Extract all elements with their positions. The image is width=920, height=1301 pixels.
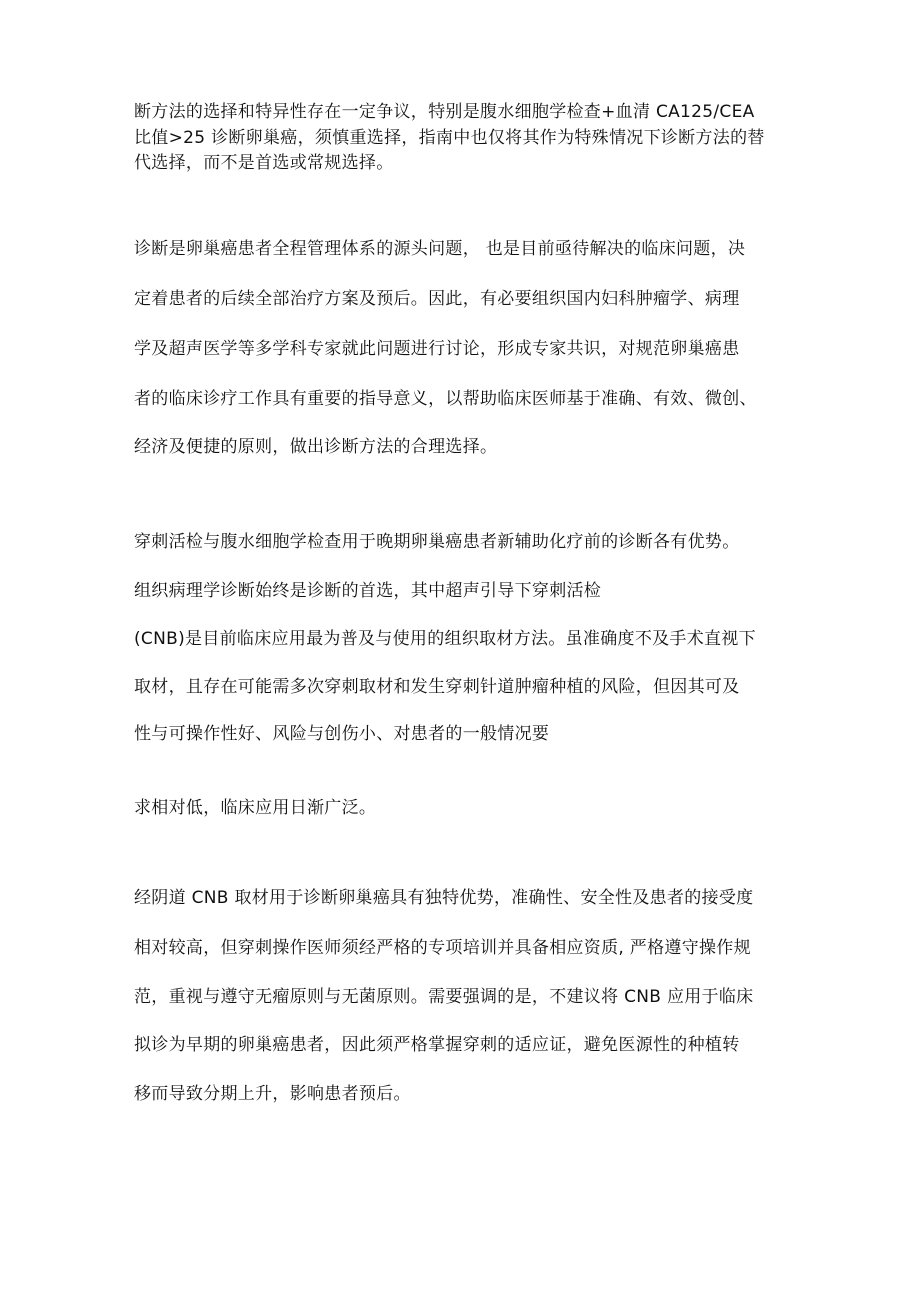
paragraph-line: 经济及便捷的原则，做出诊断方法的合理选择。 xyxy=(134,437,498,457)
paragraph-line: 断方法的选择和特异性存在一定争议，特别是腹水细胞学检查+血清 CA125/CEA xyxy=(134,102,755,122)
paragraph-line: 性与可操作性好、风险与创伤小、对患者的一般情况要 xyxy=(134,724,550,744)
paragraph-line: 求相对低，临床应用日渐广泛。 xyxy=(134,798,377,818)
paragraph-line: 经阴道 CNB 取材用于诊断卵巢癌具有独特优势，准确性、安全性及患者的接受度 xyxy=(134,888,754,908)
paragraph-line: 定着患者的后续全部治疗方案及预后。因此，有必要组织国内妇科肿瘤学、病理 xyxy=(134,289,740,309)
paragraph-line: 拟诊为早期的卵巢癌患者，因此须严格掌握穿刺的适应证，避免医源性的种植转 xyxy=(134,1035,740,1055)
paragraph-line: 比值>25 诊断卵巢癌，须慎重选择，指南中也仅将其作为特殊情况下诊断方法的替 xyxy=(134,128,765,148)
paragraph-line: 学及超声医学等多学科专家就此问题进行讨论，形成专家共识，对规范卵巢癌患 xyxy=(134,339,740,359)
paragraph-line: 范，重视与遵守无瘤原则与无菌原则。需要强调的是，不建议将 CNB 应用于临床 xyxy=(134,987,754,1007)
paragraph-line: 穿刺活检与腹水细胞学检查用于晚期卵巢癌患者新辅助化疗前的诊断各有优势。 xyxy=(134,532,740,552)
paragraph-line: (CNB)是目前临床应用最为普及与使用的组织取材方法。虽准确度不及手术直视下 xyxy=(134,629,756,649)
paragraph-line: 取材，且存在可能需多次穿刺取材和发生穿刺针道肿瘤种植的风险，但因其可及 xyxy=(134,677,740,697)
paragraph-line: 组织病理学诊断始终是诊断的首选，其中超声引导下穿刺活检 xyxy=(134,581,602,601)
paragraph-line: 者的临床诊疗工作具有重要的指导意义，以帮助临床医师基于准确、有效、微创、 xyxy=(134,389,757,409)
paragraph-line: 诊断是卵巢癌患者全程管理体系的源头问题， 也是目前亟待解决的临床问题，决 xyxy=(134,239,746,259)
paragraph-line: 相对较高，但穿刺操作医师须经严格的专项培训并具备相应资质, 严格遵守操作规 xyxy=(134,938,751,958)
paragraph-line: 代选择，而不是首选或常规选择。 xyxy=(134,153,394,173)
paragraph-line: 移而导致分期上升，影响患者预后。 xyxy=(134,1084,411,1104)
